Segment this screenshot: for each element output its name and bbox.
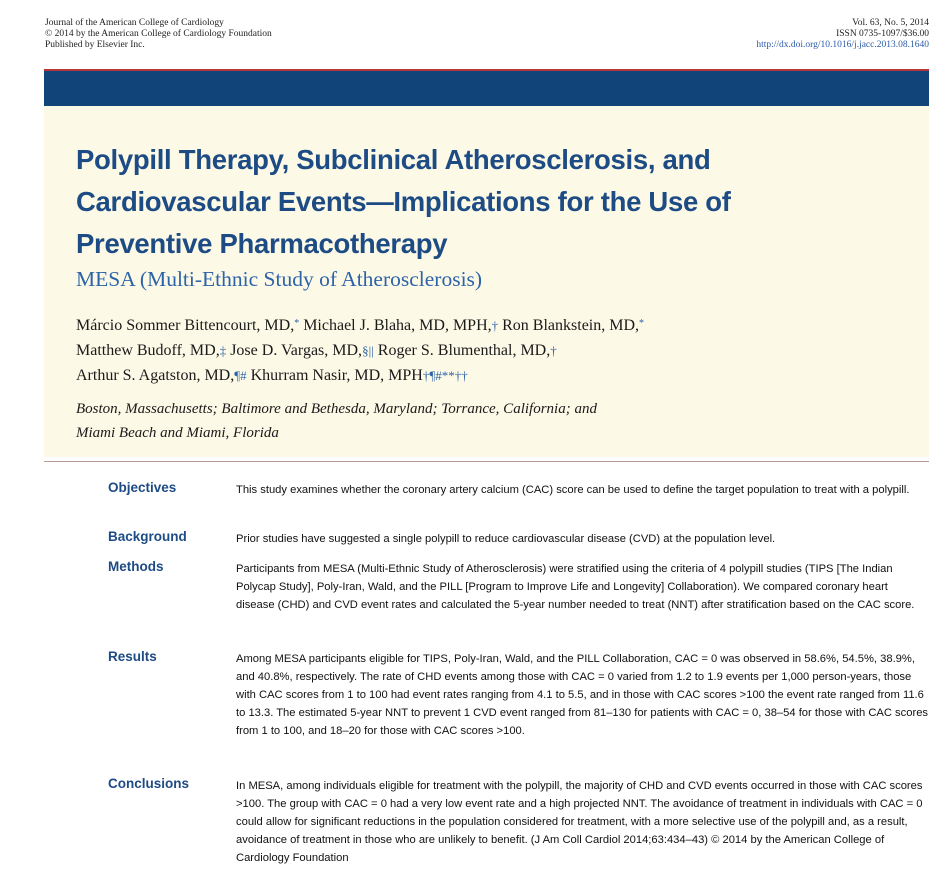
author-affiliation-mark: †¶#**††: [422, 368, 468, 383]
author-line: [76, 311, 836, 338]
section-label: Results: [108, 649, 157, 664]
section-label: Conclusions: [108, 776, 190, 791]
section-text: Prior studies have suggested a single polypill to reduce cardiovascular disease (CVD) at the population level.: [236, 533, 776, 545]
author-name: Arthur S. Agatston, MD,: [76, 367, 235, 384]
author-affiliation-mark: ‡: [219, 343, 227, 358]
author-name: Roger S. Blumenthal, MD,: [373, 342, 551, 359]
author-list: [76, 311, 836, 388]
author-name: Márcio Sommer Bittencourt, MD,: [76, 317, 295, 334]
header-banner: [44, 69, 929, 106]
journal-name: Journal of the American College of Cardiology: [45, 18, 224, 28]
author-line: [76, 338, 836, 363]
location-line: Miami Beach and Miami, Florida: [76, 425, 279, 441]
author-affiliation-mark: *: [294, 318, 300, 329]
author-name: Matthew Budoff, MD,: [76, 342, 220, 359]
author-locations: [76, 397, 856, 445]
article-title: Polypill Therapy, Subclinical Atherosclerosis, and Cardiovascular Events—Implications for the Use of Preventive Pharmacotherapy: [76, 144, 731, 259]
section-text: In MESA, among individuals eligible for treatment with the polypill, the majority of CHD and CVD events occurred in those with CAC scores >100. The group with CAC = 0 had a very low event rate and a high projected NNT. The avoidance of treatment in individuals with CAC = 0 could allow for significant reductions in the population considered for treatment, with a more selective use of the polypill and, as a result, avoidance of treatment in those who are unlikely to benefit. (J Am Coll Cardiol 2014;63:434–43) © 2014 by the American College of Cardiology Foundation: [236, 780, 923, 864]
section-label: Objectives: [108, 480, 177, 495]
author-affiliation-mark: †: [550, 343, 557, 358]
journal-info: [45, 18, 272, 51]
volume-line: Vol. 63, No. 5, 2014: [852, 18, 929, 28]
section-text: Among MESA participants eligible for TIPS, Poly-Iran, Wald, and the PILL Collaboration, CAC = 0 was observed in 58.6%, 54.5%, 38.9%, and 40.8%, respectively. The rate of CHD events among those with CAC = 0 varied from 1.2 to 1.9 events per 1,000 person-years, those with CAC scores from 1 to 100 had event rates ranging from 4.1 to 5.5, and in those with CAC scores >100 the event rate ranged from 11.6 to 13.3. The estimated 5-year NNT to prevent 1 CVD event ranged from 81–130 for patients with CAC = 0, 38–54 for those with CAC scores from 1 to 100, and 18–20 for those with CAC scores >100.: [236, 653, 929, 737]
author-affiliation-mark: ¶#: [234, 368, 247, 383]
section-label: Methods: [108, 559, 164, 574]
section-label: Background: [108, 529, 187, 544]
section-text: This study examines whether the coronary artery calcium (CAC) score can be used to define the target population to treat with a polypill.: [236, 484, 910, 496]
author-name: Jose D. Vargas, MD,: [226, 342, 363, 359]
author-line: [76, 363, 836, 388]
issue-info: [756, 18, 929, 51]
author-name: Khurram Nasir, MD, MPH: [246, 367, 423, 384]
article-subtitle: MESA (Multi-Ethnic Study of Atherosclerosis): [76, 267, 483, 291]
location-line: Boston, Massachusetts; Baltimore and Bethesda, Maryland; Torrance, California; and: [76, 401, 597, 417]
divider: [44, 461, 929, 462]
doi-link[interactable]: http://dx.doi.org/10.1016/j.jacc.2013.08.1640: [756, 40, 929, 50]
author-name: Ron Blankstein, MD,: [498, 317, 640, 334]
publisher-line: Published by Elsevier Inc.: [45, 40, 145, 50]
issn-line: ISSN 0735-1097/$36.00: [836, 29, 929, 39]
author-affiliation-mark: §||: [362, 343, 374, 358]
author-name: Michael J. Blaha, MD, MPH,: [299, 317, 492, 334]
author-affiliation-mark: †: [491, 318, 499, 333]
section-text: Participants from MESA (Multi-Ethnic Study of Atherosclerosis) were stratified using the criteria of 4 polypill studies (TIPS [The Indian Polycap Study], Poly-Iran, Wald, and the PILL [Program to Improve Life and Longevity] Collaboration). We compared coronary heart disease (CHD) and CVD event rates and calculated the 5-year number needed to treat (NNT) after stratification based on the CAC score.: [236, 563, 915, 611]
author-affiliation-mark: *: [639, 318, 645, 329]
copyright-line: © 2014 by the American College of Cardiology Foundation: [45, 29, 272, 39]
